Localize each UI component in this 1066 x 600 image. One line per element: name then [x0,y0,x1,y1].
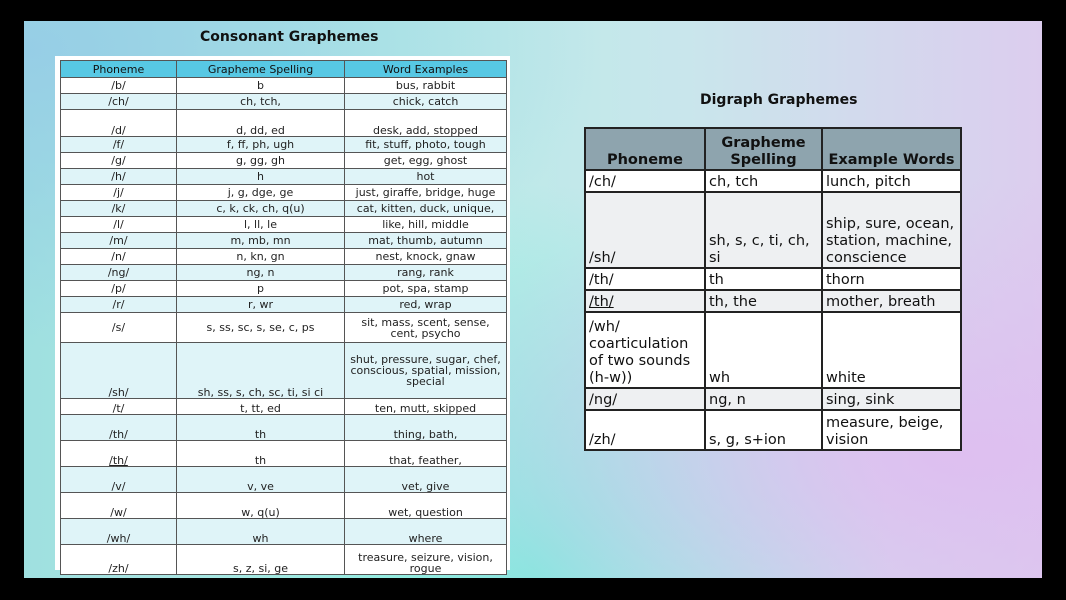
phoneme-cell: /b/ [61,78,177,94]
word-examples-cell: shut, pressure, sugar, chef, conscious, spatial, mission, special [345,343,507,399]
table-row [61,313,507,343]
header-cell: Grapheme Spelling [705,128,822,170]
phoneme-cell: /j/ [61,185,177,201]
grapheme-cell: l, ll, le [177,217,345,233]
word-examples-cell: chick, catch [345,94,507,110]
phoneme-cell: /m/ [61,233,177,249]
table-row [61,78,507,94]
phoneme-cell: /ng/ [585,388,705,410]
grapheme-cell: th [177,415,345,441]
table-row [61,217,507,233]
word-examples-cell: red, wrap [345,297,507,313]
grapheme-cell: r, wr [177,297,345,313]
word-examples-cell: just, giraffe, bridge, huge [345,185,507,201]
table-row [61,519,507,545]
word-examples-cell: get, egg, ghost [345,153,507,169]
table-header-row [61,61,507,78]
grapheme-cell: wh [705,312,822,388]
word-examples-cell: cat, kitten, duck, unique, [345,201,507,217]
table-row [585,388,961,410]
word-examples-cell: ten, mutt, skipped [345,399,507,415]
table-row [61,185,507,201]
table-row [585,410,961,450]
grapheme-cell: ng, n [177,265,345,281]
table-row [61,545,507,575]
table-row [61,493,507,519]
table-header-row [585,128,961,170]
grapheme-cell: sh, s, c, ti, ch, si [705,192,822,268]
phoneme-cell: /h/ [61,169,177,185]
grapheme-cell: j, g, dge, ge [177,185,345,201]
consonant-graphemes-title: Consonant Graphemes [200,29,379,45]
table-row [61,343,507,399]
phoneme-cell: /v/ [61,467,177,493]
grapheme-cell: h [177,169,345,185]
digraph-graphemes-table [584,127,962,451]
phoneme-cell: /th/ [585,268,705,290]
word-examples-cell: mat, thumb, autumn [345,233,507,249]
phoneme-cell: /ng/ [61,265,177,281]
grapheme-cell: p [177,281,345,297]
phoneme-cell: /r/ [61,297,177,313]
phoneme-cell: /sh/ [585,192,705,268]
grapheme-cell: f, ff, ph, ugh [177,137,345,153]
word-examples-cell: desk, add, stopped [345,110,507,137]
word-examples-cell: like, hill, middle [345,217,507,233]
word-examples-cell: wet, question [345,493,507,519]
example-words-cell: measure, beige, vision [822,410,961,450]
phoneme-cell: /t/ [61,399,177,415]
grapheme-cell: sh, ss, s, ch, sc, ti, si ci [177,343,345,399]
word-examples-cell: nest, knock, gnaw [345,249,507,265]
header-cell: Phoneme [61,61,177,78]
word-examples-cell: sit, mass, scent, sense, cent, psycho [345,313,507,343]
grapheme-cell: t, tt, ed [177,399,345,415]
phoneme-cell: /n/ [61,249,177,265]
table-row [61,137,507,153]
header-cell: Phoneme [585,128,705,170]
word-examples-cell: treasure, seizure, vision, rogue [345,545,507,575]
phoneme-cell: /d/ [61,110,177,137]
word-examples-cell: hot [345,169,507,185]
table-row [61,281,507,297]
phoneme-cell: /th/ [61,415,177,441]
consonant-table-card [55,56,510,575]
grapheme-cell: wh [177,519,345,545]
grapheme-cell: g, gg, gh [177,153,345,169]
table-row [61,441,507,467]
table-row [61,169,507,185]
phoneme-cell: /th/ [585,290,705,312]
word-examples-cell: that, feather, [345,441,507,467]
grapheme-cell: v, ve [177,467,345,493]
phoneme-cell: /g/ [61,153,177,169]
grapheme-cell: w, q(u) [177,493,345,519]
table-row [585,268,961,290]
phoneme-cell: /wh/ [61,519,177,545]
table-row [585,192,961,268]
grapheme-cell: ch, tch, [177,94,345,110]
word-examples-cell: where [345,519,507,545]
phoneme-cell: /ch/ [61,94,177,110]
table-row [61,265,507,281]
example-words-cell: sing, sink [822,388,961,410]
table-row [61,233,507,249]
table-row [61,153,507,169]
table-row [585,170,961,192]
grapheme-cell: b [177,78,345,94]
grapheme-cell: d, dd, ed [177,110,345,137]
grapheme-cell: s, g, s+ion [705,410,822,450]
grapheme-cell: th [705,268,822,290]
slide [24,21,1042,578]
grapheme-cell: s, z, si, ge [177,545,345,575]
table-row [61,249,507,265]
word-examples-cell: bus, rabbit [345,78,507,94]
word-examples-cell: rang, rank [345,265,507,281]
table-row [61,110,507,137]
grapheme-cell: ng, n [705,388,822,410]
header-cell: Word Examples [345,61,507,78]
example-words-cell: thorn [822,268,961,290]
table-row [61,297,507,313]
phoneme-cell: /w/ [61,493,177,519]
table-row [61,467,507,493]
example-words-cell: mother, breath [822,290,961,312]
phoneme-cell: /wh/ coarticulation of two sounds (h-w)) [585,312,705,388]
word-examples-cell: pot, spa, stamp [345,281,507,297]
phoneme-cell: /f/ [61,137,177,153]
grapheme-cell: m, mb, mn [177,233,345,249]
grapheme-cell: th, the [705,290,822,312]
grapheme-cell: c, k, ck, ch, q(u) [177,201,345,217]
grapheme-cell: s, ss, sc, s, se, c, ps [177,313,345,343]
table-row [61,399,507,415]
grapheme-cell: n, kn, gn [177,249,345,265]
grapheme-cell: ch, tch [705,170,822,192]
consonant-graphemes-table [60,60,507,575]
table-row [585,290,961,312]
example-words-cell: lunch, pitch [822,170,961,192]
word-examples-cell: thing, bath, [345,415,507,441]
phoneme-cell: /l/ [61,217,177,233]
phoneme-cell: /p/ [61,281,177,297]
word-examples-cell: fit, stuff, photo, tough [345,137,507,153]
phoneme-cell: /zh/ [61,545,177,575]
example-words-cell: white [822,312,961,388]
table-row [585,312,961,388]
header-cell: Grapheme Spelling [177,61,345,78]
header-cell: Example Words [822,128,961,170]
phoneme-cell: /th/ [61,441,177,467]
phoneme-cell: /zh/ [585,410,705,450]
grapheme-cell: th [177,441,345,467]
phoneme-cell: /k/ [61,201,177,217]
phoneme-cell: /sh/ [61,343,177,399]
example-words-cell: ship, sure, ocean, station, machine, conscience [822,192,961,268]
table-row [61,201,507,217]
phoneme-cell: /ch/ [585,170,705,192]
word-examples-cell: vet, give [345,467,507,493]
digraph-graphemes-title: Digraph Graphemes [700,92,858,108]
table-row [61,415,507,441]
phoneme-cell: /s/ [61,313,177,343]
table-row [61,94,507,110]
